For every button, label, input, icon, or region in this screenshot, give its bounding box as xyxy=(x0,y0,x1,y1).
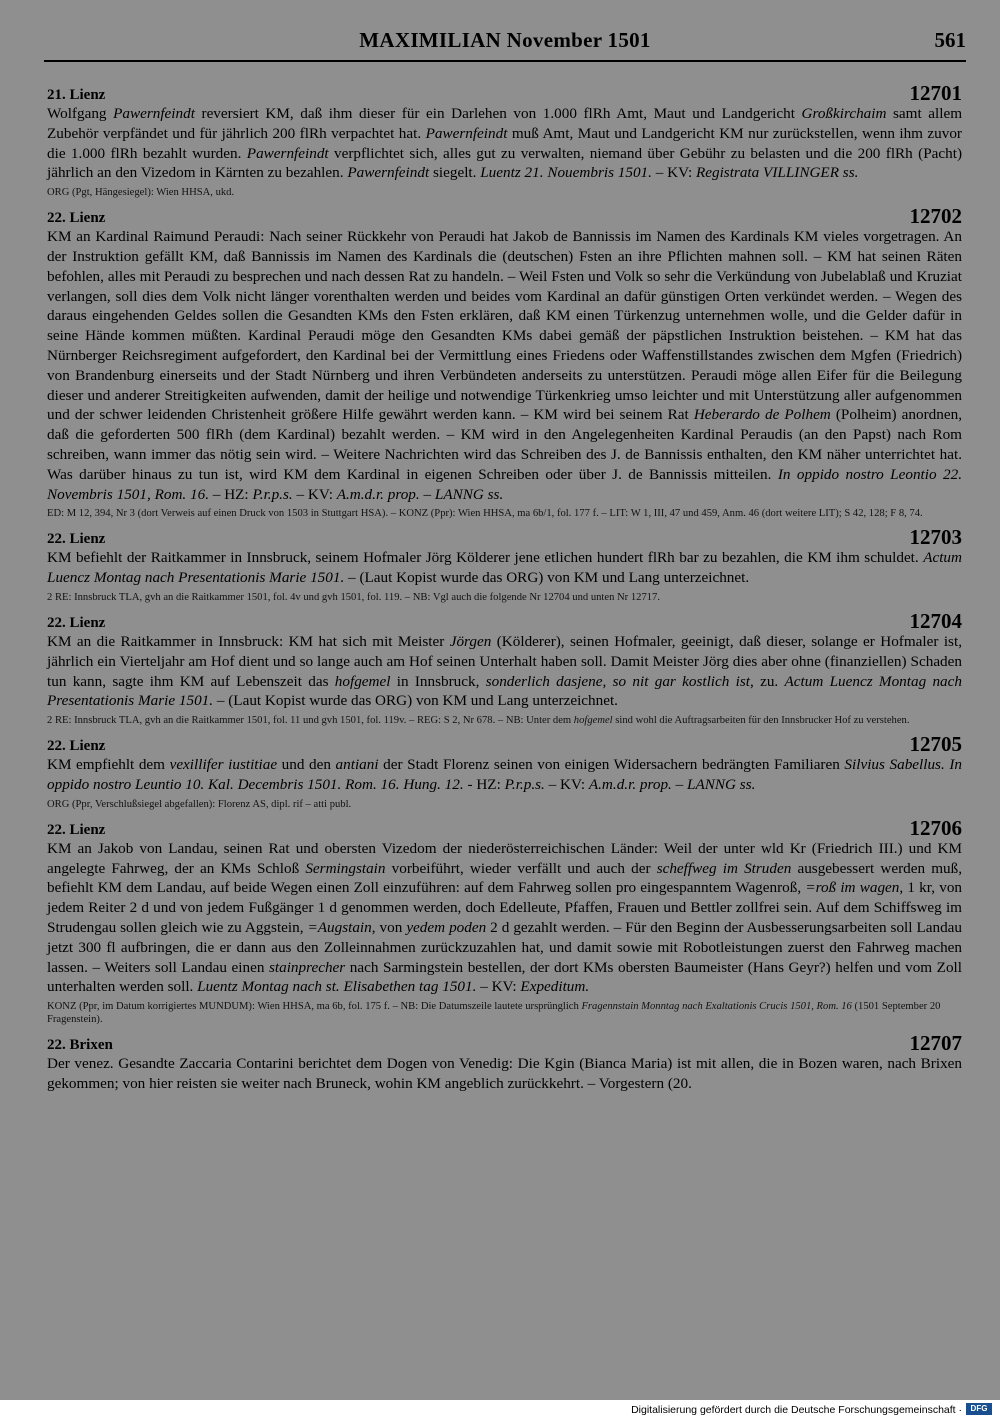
entry-heading xyxy=(47,82,962,104)
footer xyxy=(0,1400,1000,1419)
entry-date-place: 22. Brixen xyxy=(47,1037,113,1054)
regest-entry xyxy=(47,610,962,727)
entry-source-note: 2 RE: Innsbruck TLA, gvh an die Raitkammer 1501, fol. 4v und gvh 1501, fol. 119. – NB: Vgl auch die folgende Nr 12704 und unten Nr 12717. xyxy=(47,591,660,603)
entry-body: KM befiehlt der Raitkammer in Innsbruck, seinem Hofmaler Jörg Kölderer jene etlichen hundert flRh bar zu bezahlen, die KM ihm schuldet. Actum Luencz Montag nach Presentationis Marie 1501. – (Laut Kopist wurde das ORG) von KM und Lang unterzeichnet. xyxy=(47,549,962,587)
entry-date-place: 22. Lienz xyxy=(47,821,106,838)
page-header xyxy=(44,28,966,62)
entry-source-note: ORG (Ppr, Verschlußsiegel abgefallen): Florenz AS, dipl. rif – atti publ. xyxy=(47,798,352,810)
entry-source-note: ORG (Pgt, Hängesiegel): Wien HHSA, ukd. xyxy=(47,187,235,199)
entry-number: 12701 xyxy=(909,81,962,105)
entry-heading xyxy=(47,1032,962,1054)
entry-date-place: 22. Lienz xyxy=(47,210,106,227)
entry-number: 12707 xyxy=(909,1031,962,1056)
running-title: MAXIMILIAN November 1501 xyxy=(359,28,651,52)
regest-entry xyxy=(47,526,962,604)
entry-heading xyxy=(47,817,962,839)
entry-body: Der venez. Gesandte Zaccaria Contarini berichtet dem Dogen von Venedig: Die Kgin (Bianca Maria) ist mit allen, die in Bozen waren, nach Brixen gekommen; von hier reisten sie weiter nach Bruneck, wohin KM angeblich zurückkehrt. – Vorgestern (20. xyxy=(47,1055,962,1092)
entry-source-note: 2 RE: Innsbruck TLA, gvh an die Raitkammer 1501, fol. 11 und gvh 1501, fol. 119v. – REG: S 2, Nr 678. – NB: Unter dem hofgemel sind wohl die Auftragsarbeiten für den Innsbrucker Hof zu verstehen. xyxy=(47,715,910,727)
dfg-logo: DFG xyxy=(966,1403,992,1415)
entry-number: 12703 xyxy=(909,525,962,550)
entry-body: KM an die Raitkammer in Innsbruck: KM hat sich mit Meister Jörgen (Kölderer), seinen Hofmaler, geeinigt, daß dieser, solange er Hofmaler ist, jährlich ein Vierteljahr am Hof dient und so lange auch am Hof seinen Unterhalt haben soll. Damit Meister Jörg dies aber ohne (finanziellen) Schaden tun kann, sagte ihm KM auf Lebenszeit das hofgemel in Innsbruck, sonderlich dasjene, so nit gar kostlich ist, zu. Actum Luencz Montag nach Presentationis Marie 1501. – (Laut Kopist wurde das ORG) von KM und Lang unterzeichnet. xyxy=(47,632,962,710)
entry-date-place: 22. Lienz xyxy=(47,531,106,548)
entry-source-note: ED: M 12, 394, Nr 3 (dort Verweis auf einen Druck von 1503 in Stuttgart HSA). – KONZ (Ppr): Wien HHSA, ma 6b/1, fol. 177 f. – LIT: W 1, III, 47 und 459, Anm. 46 (dort weitere LIT); S 42, 128; F 8, 74. xyxy=(47,508,923,520)
entry-body: KM an Kardinal Raimund Peraudi: Nach seiner Rückkehr von Peraudi hat Jakob de Bannissis im Namen des Kardinals KM vieles vorgetragen. An der Instruktion gefällt KM, daß Bannissis im Namen des Kardinals die (deutschen) Fsten an ihre Pflichten mahnen soll. – KM hat seinen Räten befohlen, alles mit Peraudi zu besprechen und nach dessen Rat zu handeln. – Weil Fsten und Volk so sehr die Verkündung von Jubelablaß und Kruziat verlangen, soll dies dem Volk nicht länger vorenthalten werden und beides vom Kardinal an dafür günstigen Orten verkündet werden. – Wegen des daraus eingehenden Geldes sollen die Gesandten KMs den Fsten erklären, daß KM einen Türkenzug unternehmen wolle, und die Gelder dafür in seine Hände kommen müßten. Kardinal Peraudi möge den Gesandten KMs dabei gemäß der päpstlichen Instruktion beistehen. – KM hat das Nürnberger Reichsregiment aufgefordert, den Kardinal bei der Vermittlung eines Friedens oder Waffenstillstandes zwischen dem Mgfen (Friedrich) von Brandenburg einerseits und der Stadt Nürnberg und ihren Verbündeten anderseits zu unterstützen. Peraudi möge allen Eifer für die Beilegung dieser und anderer Streitigkeiten aufwenden, damit der heilige und notwendige Türkenkrieg umso leichter und mit Unterstützung aller aufgenommen und der schwer leidenden Christenheit größere Hilfe gewährt werden kann. – KM wird bei seinem Rat Heberardo de Polhem (Polheim) anordnen, daß die geforderten 500 flRh (dem Kardinal) bezahlt werden. – KM wird in den Angelegenheiten Kardinal Peraudis (an den Papst) nach Rom schreiben, wann immer das nötig sein wird. – Weitere Nachrichten wird das Schreiben des J. de Bannissis enthalten, den KM näher unterrichtet hat. Was darüber hinaus zu tun ist, wird KM dem Kardinal in eigenen Schreiben oder über J. de Bannissis mitteilen. In oppido nostro Leontio 22. Novembris 1501, Rom. 16. – HZ: P.r.p.s. – KV: A.m.d.r. prop. – LANNG ss. xyxy=(47,228,962,503)
entry-source-note: KONZ (Ppr, im Datum korrigiertes MUNDUM): Wien HHSA, ma 6b, fol. 175 f. – NB: Die Datumszeile lautete ursprünglich Fragennstain Monntag nach Exaltationis Crucis 1501, Rom. 16 (1501 September 20 Fragenstein). xyxy=(47,1001,941,1026)
page-number: 561 xyxy=(934,28,966,52)
entry-body: KM an Jakob von Landau, seinen Rat und obersten Vizedom der niederösterreichischen Länder: Weil der unter wld Kr (Friedrich III.) und KM angelegte Fahrweg, der an KMs Schloß Sermingstain vorbeiführt, wieder verfällt und auch der scheffweg im Struden ausgebessert werden muß, befiehlt KM dem Landau, auf beide Wegen einen Zoll einzuführen: auf dem Fahrweg sollen pro eingespanntem Wagenroß, =roß im wagen, 1 kr, von jedem Reiter 2 d und von jedem Fußgänger 1 d genommen werden, doch Edelleute, Pfaffen, Frauen und Bettler zollfrei sein. Auf dem Schiffsweg im Strudengau sollen gleich wie zu Aggstein, =Augstain, von yedem poden 2 d gezahlt werden. – Für den Beginn der Ausbesserungsarbeiten soll Landau jetzt 300 fl aufbringen, die er dann aus den Zolleinnahmen zurückzuzahlen hat, und damit sowie mit Robotleistungen zuerst den Fahrweg machen lassen. – Weiters soll Landau einen stainprecher nach Sarmingstein bestellen, der dort KMs obersten Baumeister (Hans Geyr?) helfen und vom Zoll unterhalten werden soll. Luentz Montag nach st. Elisabethen tag 1501. – KV: Expeditum. xyxy=(47,839,963,996)
entry-heading xyxy=(47,205,962,227)
entry-heading xyxy=(47,733,962,755)
entry-number: 12702 xyxy=(909,204,962,229)
regest-entry xyxy=(47,82,962,199)
regest-entries xyxy=(47,82,962,1100)
regest-entry xyxy=(47,733,962,811)
entry-heading xyxy=(47,526,962,548)
entry-date-place: 21. Lienz xyxy=(47,87,106,103)
regest-entry xyxy=(47,205,962,520)
entry-number: 12705 xyxy=(909,732,962,757)
entry-number: 12704 xyxy=(909,608,962,633)
regest-entry xyxy=(47,1032,962,1094)
entry-heading xyxy=(47,610,962,632)
footer-credit: Digitalisierung gefördert durch die Deutsche Forschungsgemeinschaft · xyxy=(631,1404,962,1416)
entry-date-place: 22. Lienz xyxy=(47,738,106,755)
entry-body: Wolfgang Pawernfeindt reversiert KM, daß ihm dieser für ein Darlehen von 1.000 flRh Amt, Maut und Landgericht Großkirchaim samt allem Zubehör verpfändet und für jährlich 200 flRh verpachtet hat. Pawernfeindt muß Amt, Maut und Landgericht KM nur zurückstellen, wenn ihm zuvor die 1.000 flRh bezahlt wurden. Pawernfeindt verpflichtet sich, alles gut zu verwalten, niemand über Gebühr zu belasten und die 200 flRh (Pacht) jährlich an den Vizedom in Kärnten zu bezahlen. Pawernfeindt siegelt. Luentz 21. Nouembris 1501. – KV: Registrata VILLINGER ss. xyxy=(47,105,963,182)
entry-number: 12706 xyxy=(909,815,962,840)
regest-entry xyxy=(47,817,962,1026)
entry-date-place: 22. Lienz xyxy=(47,614,106,631)
entry-body: KM empfiehlt dem vexillifer iustitiae und den antiani der Stadt Florenz seinen von einigen Widersachern bedrängten Familiaren Silvius Sabellus. In oppido nostro Leuntio 10. Kal. Decembris 1501. Rom. 16. Hung. 12. - HZ: P.r.p.s. – KV: A.m.d.r. prop. – LANNG ss. xyxy=(47,756,962,793)
